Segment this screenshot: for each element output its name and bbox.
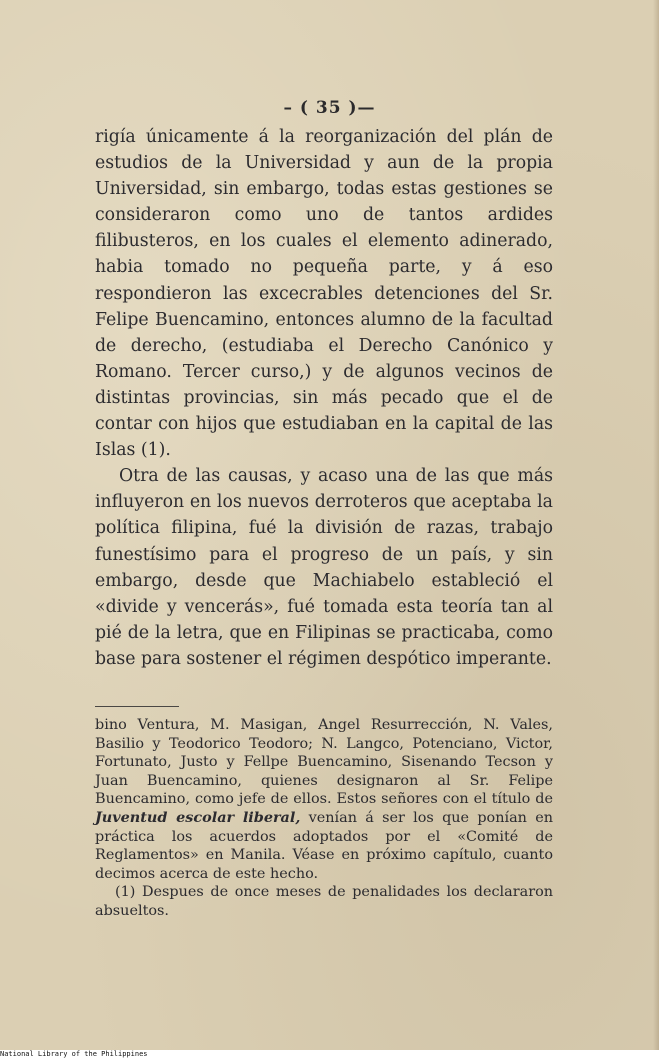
footnote-1	[95, 883, 553, 920]
main-text	[95, 124, 553, 672]
footnote-1-marker: (1)	[115, 884, 136, 901]
footnote-1-text: Despues de once meses de penalidades los declararon absueltos.	[95, 884, 553, 919]
footnote-italic-phrase: Juventud escolar liberal,	[95, 808, 301, 826]
library-footer-label: National Library of the Philippines	[0, 1050, 148, 1058]
body-paragraph-2: Otra de las causas, y acaso una de las que más influyeron en los nuevos derroteros que aceptaba la política filipina, fué la división de razas, trabajo funestísimo para el progreso de un país, y sin embargo, desde que Machiabelo estableció el «divide y vencerás», fué tomada esta teoría tan al pié de la letra, que en Filipinas se practicaba, como base para sostener el régimen despótico imperante.	[95, 466, 553, 669]
footnote-continuation	[95, 716, 553, 883]
page-edge-shadow	[653, 0, 659, 1050]
footnotes	[95, 716, 553, 921]
footnote-continuation-text-2: venían á ser los que ponían en práctica los acuerdos adoptados por el «Comité de Reglamentos» en Manila. Véase en próximo capítulo, cuanto decimos acerca de este hecho.	[95, 809, 553, 882]
body-paragraph-1: rigía únicamente á la reorganización del plán de estudios de la Universidad y aun de la propia Universidad, sin embargo, todas estas gestiones se consideraron como uno de tantos ardides filibusteros, en los cuales el elemento adinerado, habia tomado no pequeña parte, y á eso respondieron las excecrables detenciones del Sr. Felipe Buencamino, entonces alumno de la facultad de derecho, (estudiaba el Derecho Canónico y Romano. Tercer curso,) y de algunos vecinos de distintas provincias, sin más pecado que el de contar con hijos que estudiaban en la capital de las Islas (1).	[95, 127, 553, 461]
footnote-continuation-text-1: bino Ventura, M. Masigan, Angel Resurrección, N. Vales, Basilio y Teodorico Teodoro; N. Langco, Potenciano, Victor, Fortunato, Justo y Fellpe Buencamino, Sisenando Tecson y Juan Buencamino, quienes designaron al Sr. Felipe Buencamino, como jefe de ellos. Estos señores con el título de	[95, 717, 553, 808]
page-number: – ( 35 )—	[283, 98, 376, 118]
footnote-separator	[95, 706, 179, 707]
